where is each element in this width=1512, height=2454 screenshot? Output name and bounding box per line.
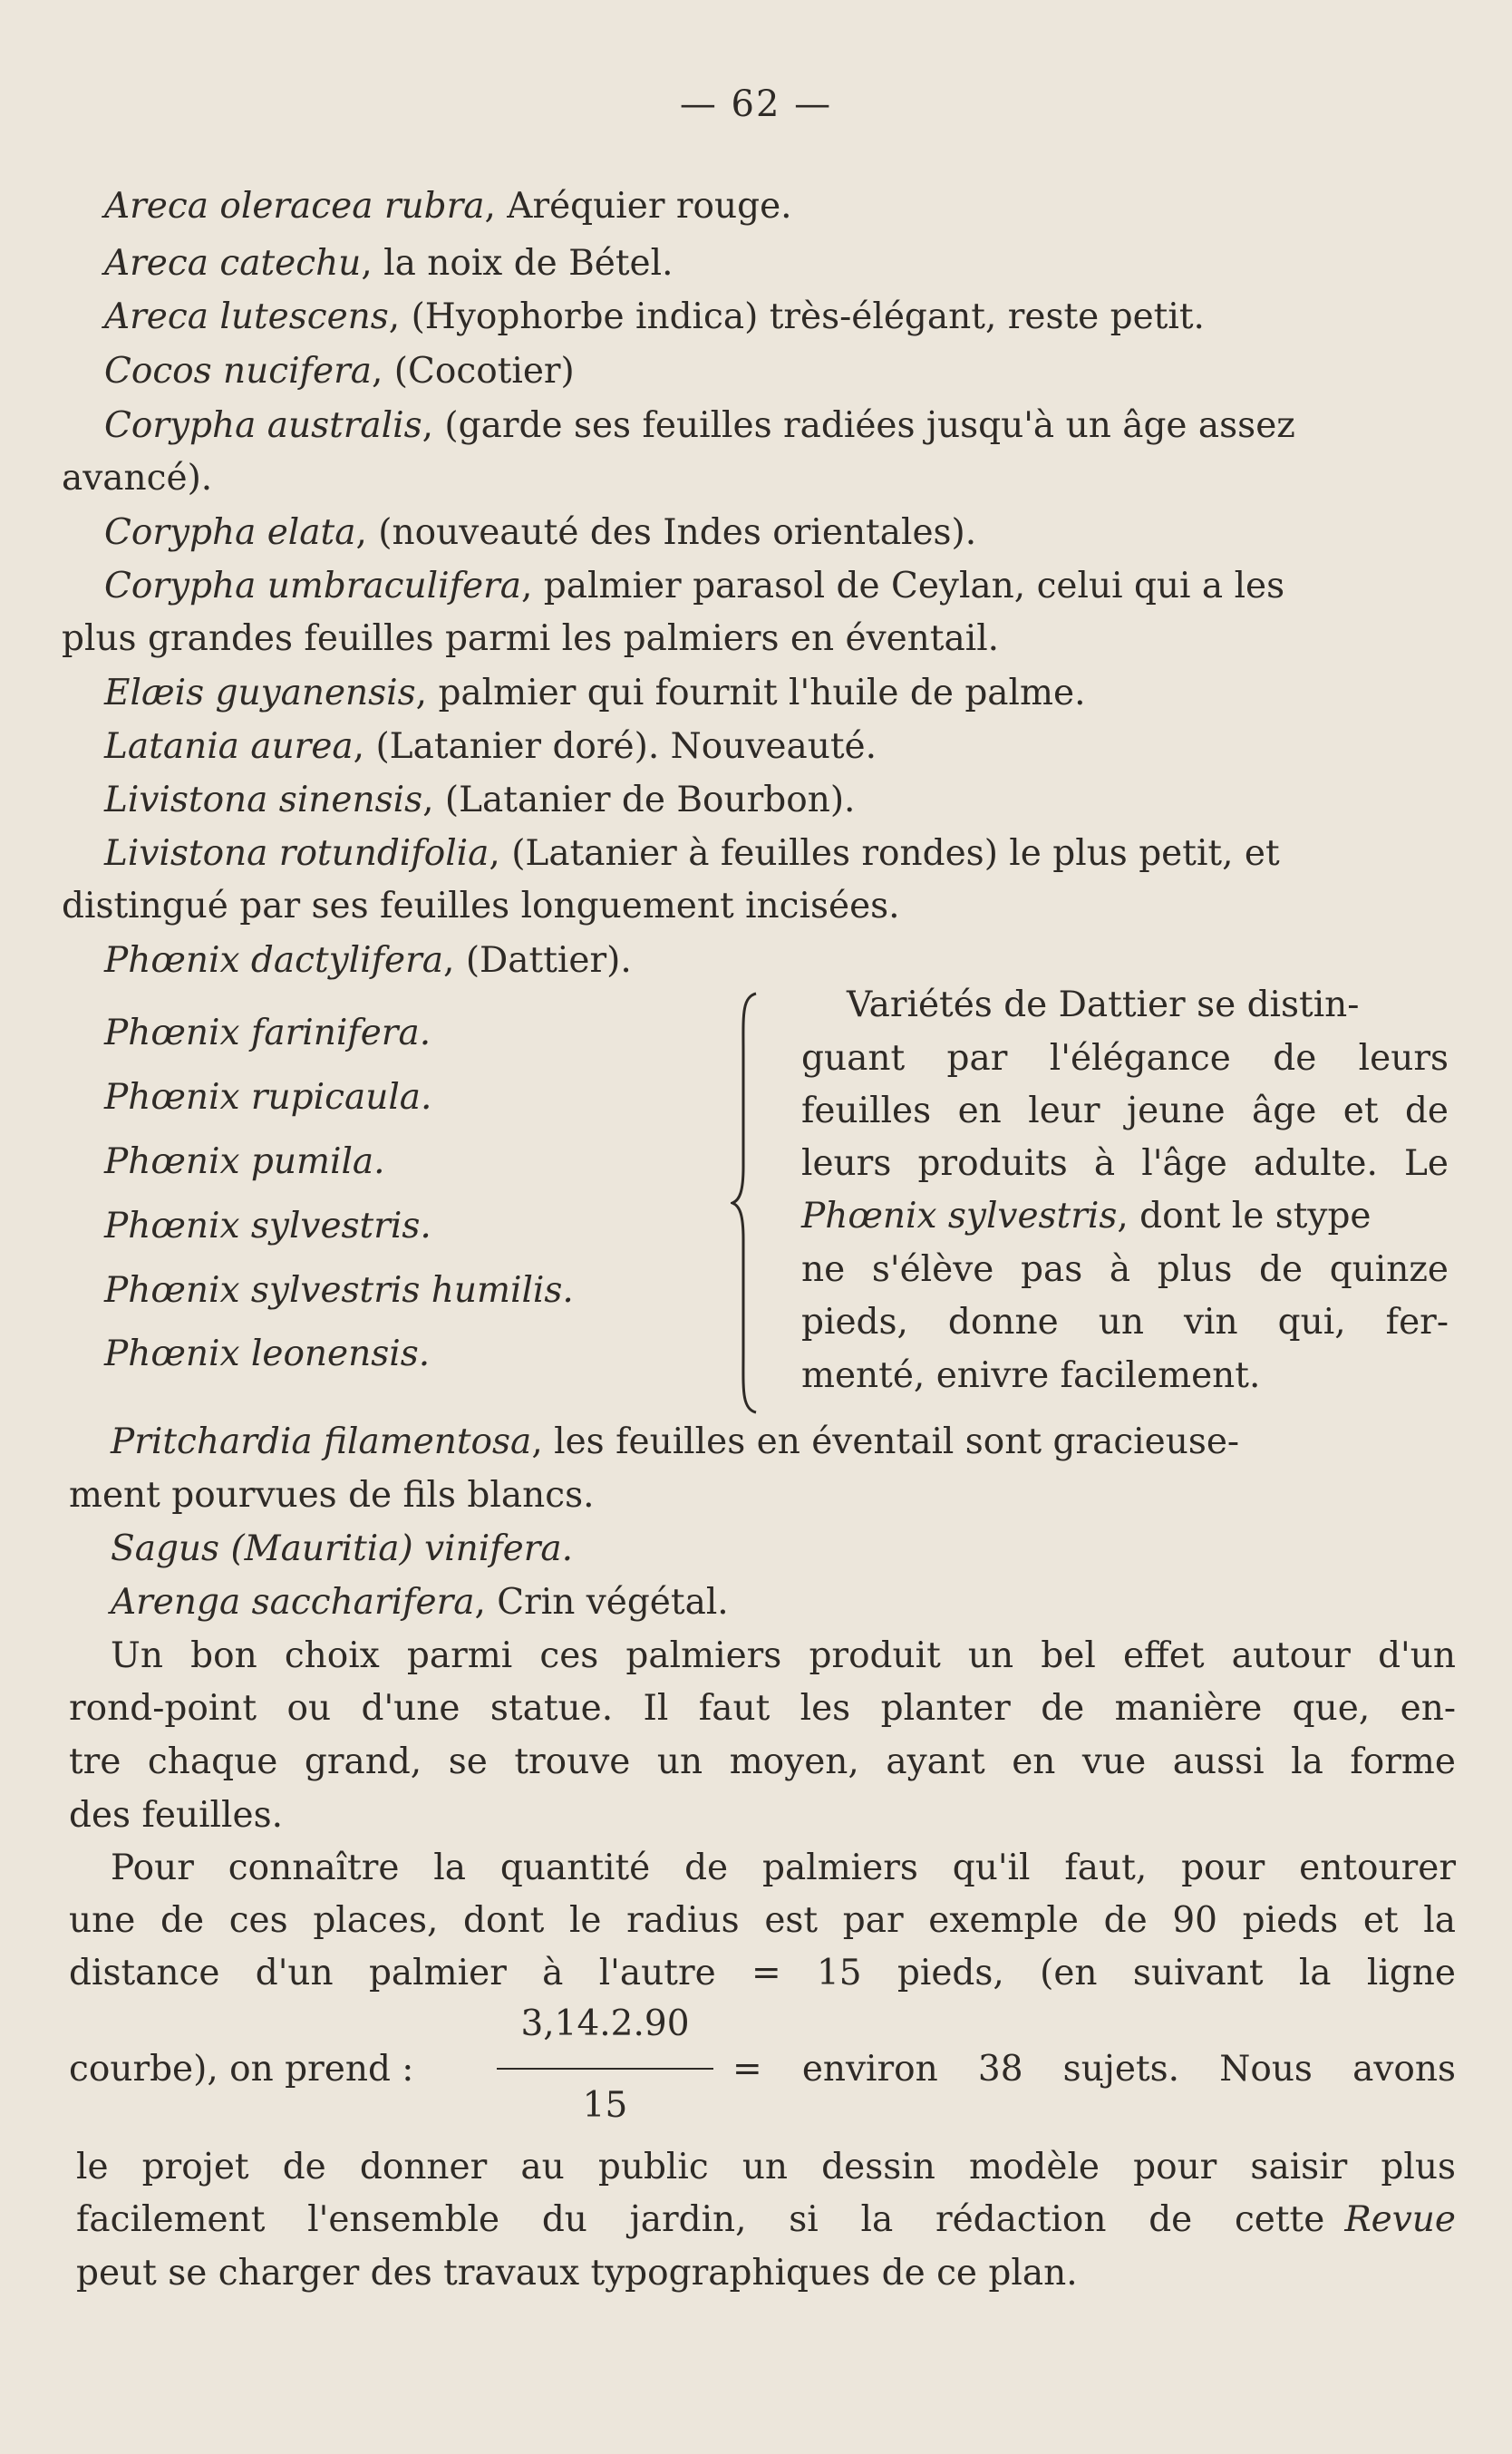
- paragraph-line: tre chaque grand, se trouve un moyen, ayant en vue aussi la forme: [69, 1741, 1456, 1782]
- variety-note-line: menté, enivre facilement.: [801, 1355, 1261, 1396]
- list-item: [104, 829, 1280, 879]
- variety-note-line: [801, 1191, 1371, 1242]
- fraction-numerator: 3,14.2.90: [520, 2003, 690, 2044]
- paragraph-line: le projet de donner au public un dessin modèle pour saisir plus: [76, 2147, 1456, 2187]
- species-name: Phœnix sylvestris: [801, 1196, 1118, 1237]
- paragraph-line: une de ces places, dont le radius est par exemple de 90 pieds et la: [69, 1900, 1456, 1941]
- species-desc: , les feuilles en éventail sont gracieuse-: [531, 1421, 1240, 1462]
- variety-item: Phœnix leonensis.: [104, 1334, 431, 1374]
- species-desc: , (Latanier à feuilles rondes) le plus petit, et: [489, 833, 1280, 874]
- paragraph-line: des feuilles.: [69, 1795, 283, 1836]
- list-item: [104, 722, 877, 772]
- formula-prefix: courbe), on prend :: [69, 2049, 414, 2090]
- species-name: Livistona sinensis: [104, 780, 423, 820]
- variety-note-line: pieds, donne un vin qui, fer-: [801, 1302, 1449, 1343]
- species-name: Pritchardia filamentosa: [111, 1421, 532, 1462]
- list-item: [111, 1577, 729, 1628]
- variety-note-line: ne s'élève pas à plus de quinze: [801, 1249, 1449, 1290]
- list-item: [104, 346, 575, 397]
- species-name: Corypha umbraculifera: [104, 566, 522, 606]
- species-desc: , la noix de Bétel.: [361, 243, 674, 284]
- species-desc: , palmier parasol de Ceylan, celui qui a les: [521, 566, 1285, 606]
- paragraph-line: [76, 2195, 1456, 2245]
- list-item-continuation: avancé).: [62, 458, 213, 499]
- species-name: Cocos nucifera: [104, 351, 373, 392]
- variety-item: Phœnix sylvestris.: [104, 1206, 431, 1246]
- species-desc: , Crin végétal.: [474, 1582, 729, 1623]
- list-item: [104, 775, 855, 826]
- list-item: [111, 1417, 1239, 1468]
- list-item: [104, 561, 1284, 612]
- list-item-continuation: plus grandes feuilles parmi les palmiers en éventail.: [62, 618, 1000, 659]
- species-name: Phœnix dactylifera: [104, 940, 444, 981]
- species-desc: , (Dattier).: [443, 940, 632, 981]
- list-item: [104, 508, 976, 558]
- variety-note-line: Variétés de Dattier se distin-: [847, 985, 1360, 1025]
- species-name: Livistona rotundifolia: [104, 833, 489, 874]
- variety-note-line: feuilles en leur jeune âge et de: [801, 1091, 1449, 1131]
- page-number: — 62 —: [679, 83, 833, 125]
- variety-item: Phœnix pumila.: [104, 1141, 385, 1182]
- species-name: Areca lutescens: [104, 296, 389, 337]
- paragraph-line: Pour connaître la quantité de palmiers qu'il faut, pour entourer: [111, 1848, 1456, 1888]
- list-item: [104, 292, 1205, 343]
- fraction-denominator: 15: [582, 2085, 628, 2126]
- species-name: Corypha elata: [104, 512, 356, 553]
- species-name: Arenga saccharifera: [111, 1582, 475, 1623]
- list-item: [104, 936, 632, 986]
- variety-item: Phœnix sylvestris humilis.: [104, 1270, 574, 1311]
- variety-item: Phœnix rupicaula.: [104, 1077, 432, 1118]
- paragraph-line: rond-point ou d'une statue. Il faut les planter de manière que, en-: [69, 1688, 1456, 1729]
- species-desc: , (Cocotier): [372, 351, 575, 392]
- species-name: Latania aurea: [104, 726, 354, 767]
- species-desc: , (Hyophorbe indica) très-élégant, reste petit.: [388, 296, 1205, 337]
- journal-name: Revue: [1344, 2199, 1456, 2240]
- species-desc: , (nouveauté des Indes orientales).: [355, 512, 977, 553]
- species-desc: , (Latanier doré). Nouveauté.: [353, 726, 877, 767]
- variety-note-line: guant par l'élégance de leurs: [801, 1038, 1449, 1079]
- formula-suffix: = environ 38 sujets. Nous avons: [732, 2049, 1456, 2090]
- list-item: [104, 238, 674, 289]
- brace-icon: [731, 990, 761, 1416]
- species-name: Corypha australis: [104, 405, 422, 446]
- fraction-bar: [497, 2068, 713, 2070]
- variety-item: Phœnix farinifera.: [104, 1013, 431, 1053]
- species-desc: , (Latanier de Bourbon).: [422, 780, 856, 820]
- variety-note-line: leurs produits à l'âge adulte. Le: [801, 1143, 1449, 1184]
- species-desc: , (garde ses feuilles radiées jusqu'à un âge assez: [422, 405, 1295, 446]
- species-name: Areca catechu: [104, 243, 362, 284]
- list-item-continuation: distingué par ses feuilles longuement incisées.: [62, 886, 900, 926]
- paragraph-line: distance d'un palmier à l'autre = 15 pieds, (en suivant la ligne: [69, 1953, 1456, 1993]
- list-item: Sagus (Mauritia) vinifera.: [111, 1528, 574, 1569]
- list-item: [104, 668, 1085, 719]
- list-item: [104, 181, 792, 232]
- fraction: [489, 1999, 721, 2139]
- species-desc: , palmier qui fournit l'huile de palme.: [415, 673, 1086, 713]
- paragraph-line: peut se charger des travaux typographiques de ce plan.: [76, 2253, 1078, 2294]
- paragraph-line: Un bon choix parmi ces palmiers produit un bel effet autour d'un: [111, 1635, 1456, 1676]
- paragraph-text: facilement l'ensemble du jardin, si la rédaction de cette: [76, 2199, 1325, 2240]
- list-item: [104, 401, 1295, 451]
- species-desc: , Aréquier rouge.: [484, 186, 792, 227]
- species-name: Areca oleracea rubra: [104, 186, 485, 227]
- species-name: Elæis guyanensis: [104, 673, 416, 713]
- variety-note-rest: , dont le stype: [1117, 1196, 1371, 1237]
- list-item-continuation: ment pourvues de fils blancs.: [69, 1475, 595, 1516]
